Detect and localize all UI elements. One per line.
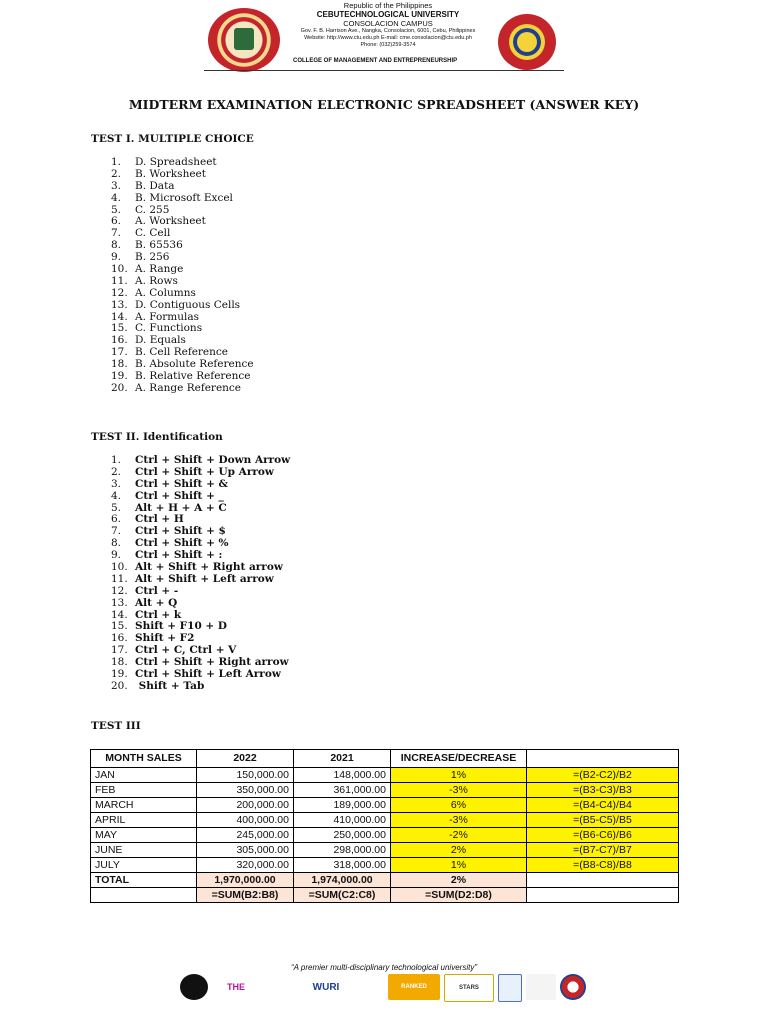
item-answer: Alt + H + A + C	[135, 501, 227, 514]
item-number: 20.	[111, 381, 128, 394]
table-header-row	[91, 750, 679, 768]
formula-cell: =(B4-C4)/B4	[527, 798, 679, 813]
item-answer: D. Spreadsheet	[135, 156, 217, 168]
the-impact-logo	[180, 974, 208, 1000]
sales-2021-cell: 298,000.00	[294, 843, 391, 858]
item-answer: B. Cell Reference	[135, 346, 229, 359]
sales-2021-cell: 189,000.00	[294, 798, 391, 813]
item-answer: Ctrl + Shift + %	[135, 537, 229, 550]
test1-answer-item	[111, 169, 254, 181]
item-answer: C. Cell	[135, 227, 171, 240]
test1-answer-item	[111, 264, 254, 276]
formula-cell: =(B2-C2)/B2	[527, 768, 679, 783]
sum-formula-d: =SUM(D2:D8)	[391, 888, 527, 903]
item-answer: B. 65536	[135, 239, 183, 252]
header-republic: Republic of the Philippines	[343, 1, 433, 10]
col-header-change: INCREASE/DECREASE	[391, 750, 527, 768]
table-row	[91, 843, 679, 858]
item-answer: Alt + Shift + Right arrow	[135, 561, 283, 574]
sales-2022-cell: 400,000.00	[197, 813, 294, 828]
col-header-2021: 2021	[294, 750, 391, 768]
change-cell: 2%	[391, 843, 527, 858]
item-answer: Ctrl + Shift + &	[135, 477, 228, 490]
formula-cell: =(B3-C3)/B3	[527, 783, 679, 798]
footer-quote: “A premier multi-disciplinary technological university”	[291, 963, 477, 972]
month-cell: MAY	[91, 828, 197, 843]
total-empty-cell	[527, 873, 679, 888]
test1-answer-item	[111, 383, 254, 395]
item-answer: A. Formulas	[135, 310, 200, 323]
item-number: 13.	[111, 596, 128, 609]
management-system-logo	[526, 974, 556, 1000]
item-number: 9.	[111, 549, 122, 562]
item-answer: B. 256	[135, 251, 170, 264]
header-website: Website: http://www.ctu.edu.ph E-mail: cme.consolacion@ctu.edu.ph	[304, 35, 472, 41]
ctu-circle-logo	[560, 974, 586, 1000]
item-answer: C. Functions	[135, 322, 203, 335]
item-answer: Ctrl + C, Ctrl + V	[135, 644, 237, 657]
item-number: 17.	[111, 644, 128, 657]
change-cell: -3%	[391, 813, 527, 828]
item-answer: B. Relative Reference	[135, 370, 251, 383]
sales-2022-cell: 305,000.00	[197, 843, 294, 858]
item-answer: Alt + Shift + Left arrow	[135, 572, 274, 585]
item-number: 2.	[111, 465, 122, 478]
formula-cell: =(B7-C7)/B7	[527, 843, 679, 858]
item-number: 15.	[111, 620, 128, 633]
header-campus: CONSOLACION CAMPUS	[343, 19, 433, 28]
sum-formula-c: =SUM(C2:C8)	[294, 888, 391, 903]
header-divider	[204, 70, 564, 71]
test2-heading: TEST II. Identification	[91, 431, 223, 443]
test3-heading: TEST III	[91, 720, 141, 732]
item-answer: Ctrl + Shift + $	[135, 525, 226, 538]
sum-formula-row	[91, 888, 679, 903]
table-row	[91, 798, 679, 813]
header-college: COLLEGE OF MANAGEMENT AND ENTREPRENEURSHIP	[293, 58, 458, 64]
total-2021: 1,974,000.00	[294, 873, 391, 888]
item-answer: Ctrl + -	[135, 584, 179, 597]
col-header-2022: 2022	[197, 750, 294, 768]
change-cell: 1%	[391, 858, 527, 873]
item-answer: Ctrl + Shift + Left Arrow	[135, 668, 281, 681]
item-number: 8.	[111, 239, 122, 252]
total-row	[91, 873, 679, 888]
item-answer: A. Range Reference	[135, 381, 242, 394]
item-number: 12.	[111, 286, 128, 299]
stars-logo: STARS	[444, 974, 494, 1002]
formula-cell: =(B6-C6)/B6	[527, 828, 679, 843]
col-header-month: MONTH SALES	[91, 750, 197, 768]
item-answer: B. Absolute Reference	[135, 358, 254, 371]
change-cell: -3%	[391, 783, 527, 798]
ranked-logo: RANKED	[388, 974, 440, 1000]
sum-formula-b: =SUM(B2:B8)	[197, 888, 294, 903]
header-university: CEBUTECHNOLOGICAL UNIVERSITY	[316, 10, 460, 19]
item-answer: A. Worksheet	[135, 215, 206, 228]
item-answer: Ctrl + Shift + Right arrow	[135, 656, 289, 669]
item-number: 10.	[111, 561, 128, 574]
header-address: Gov. F. B. Harrison Ave., Nangka, Consolacion, 6001, Cebu, Philippines	[300, 28, 476, 34]
item-number: 15.	[111, 322, 128, 335]
item-answer: Ctrl + Shift + Down Arrow	[135, 454, 291, 466]
item-answer: A. Rows	[135, 274, 178, 287]
item-answer: B. Data	[135, 179, 175, 192]
item-number: 11.	[111, 572, 128, 585]
university-seal	[208, 8, 280, 72]
sum-empty-cell	[91, 888, 197, 903]
month-cell: APRIL	[91, 813, 197, 828]
sales-2022-cell: 350,000.00	[197, 783, 294, 798]
item-number: 11.	[111, 274, 128, 287]
sales-2021-cell: 250,000.00	[294, 828, 391, 843]
change-cell: -2%	[391, 828, 527, 843]
month-cell: JUNE	[91, 843, 197, 858]
item-number: 13.	[111, 298, 128, 311]
item-number: 16.	[111, 334, 128, 347]
month-cell: FEB	[91, 783, 197, 798]
item-number: 19.	[111, 370, 128, 383]
month-cell: JULY	[91, 858, 197, 873]
item-number: 14.	[111, 608, 128, 621]
item-answer: B. Worksheet	[135, 167, 206, 180]
item-number: 14.	[111, 310, 128, 323]
item-number: 5.	[111, 501, 122, 514]
item-number: 4.	[111, 489, 122, 502]
month-cell: MARCH	[91, 798, 197, 813]
item-answer: D. Contiguous Cells	[135, 298, 241, 311]
item-number: 7.	[111, 227, 122, 240]
change-cell: 6%	[391, 798, 527, 813]
item-number: 12.	[111, 584, 128, 597]
total-2022: 1,970,000.00	[197, 873, 294, 888]
table-row	[91, 783, 679, 798]
seal-emblem	[234, 28, 254, 50]
tuv-logo	[498, 974, 522, 1002]
item-number: 19.	[111, 668, 128, 681]
item-number: 18.	[111, 656, 128, 669]
item-number: 2.	[111, 167, 122, 180]
table-row	[91, 858, 679, 873]
total-change: 2%	[391, 873, 527, 888]
item-answer: Shift + F2	[135, 632, 195, 645]
item-number: 16.	[111, 632, 128, 645]
change-cell: 1%	[391, 768, 527, 783]
table-row	[91, 828, 679, 843]
item-number: 17.	[111, 346, 128, 359]
item-number: 1.	[111, 156, 122, 168]
col-header-formula	[527, 750, 679, 768]
item-answer: D. Equals	[135, 334, 186, 347]
table-row	[91, 813, 679, 828]
item-answer: Ctrl + Shift + Up Arrow	[135, 465, 274, 478]
item-number: 7.	[111, 525, 122, 538]
item-number: 6.	[111, 215, 122, 228]
item-answer: C. 255	[135, 203, 170, 216]
item-number: 9.	[111, 251, 122, 264]
sales-2022-cell: 150,000.00	[197, 768, 294, 783]
item-number: 18.	[111, 358, 128, 371]
item-answer: Ctrl + Shift + _	[135, 489, 224, 502]
page-title: MIDTERM EXAMINATION ELECTRONIC SPREADSHEET (ANSWER KEY)	[128, 97, 640, 112]
item-answer: Shift + F10 + D	[135, 620, 227, 633]
sales-table	[90, 749, 679, 903]
item-number: 6.	[111, 513, 122, 526]
the-logo: THE	[210, 974, 262, 1000]
item-answer: A. Range	[135, 263, 184, 276]
table-row	[91, 768, 679, 783]
test2-answer-item	[111, 681, 290, 693]
month-cell: JAN	[91, 768, 197, 783]
sales-2022-cell: 245,000.00	[197, 828, 294, 843]
item-answer: Ctrl + Shift + :	[135, 549, 223, 562]
wuri-logo: WURI	[312, 981, 340, 993]
item-number: 3.	[111, 477, 122, 490]
sales-2022-cell: 320,000.00	[197, 858, 294, 873]
item-number: 8.	[111, 537, 122, 550]
sum-empty-cell	[527, 888, 679, 903]
sales-2021-cell: 318,000.00	[294, 858, 391, 873]
item-number: 20.	[111, 679, 128, 692]
seal-emblem	[517, 32, 537, 52]
sales-2022-cell: 200,000.00	[197, 798, 294, 813]
item-answer: Shift + Tab	[135, 679, 205, 692]
test1-heading: TEST I. MULTIPLE CHOICE	[91, 133, 254, 145]
item-number: 10.	[111, 263, 128, 276]
total-label: TOTAL	[91, 873, 197, 888]
test1-answer-item	[111, 216, 254, 228]
sales-2021-cell: 410,000.00	[294, 813, 391, 828]
test1-answer-item	[111, 240, 254, 252]
item-number: 5.	[111, 203, 122, 216]
campus-seal	[498, 14, 556, 70]
header-phone: Phone: (032)259-3574	[360, 42, 416, 48]
item-number: 3.	[111, 179, 122, 192]
sales-2021-cell: 148,000.00	[294, 768, 391, 783]
item-answer: Ctrl + k	[135, 608, 182, 621]
item-answer: Ctrl + H	[135, 513, 184, 526]
test1-answer-item	[111, 193, 254, 205]
formula-cell: =(B8-C8)/B8	[527, 858, 679, 873]
test2-answer-list	[111, 455, 290, 693]
item-answer: A. Columns	[135, 286, 196, 299]
item-answer: Alt + Q	[135, 596, 178, 609]
test1-answer-list	[111, 157, 254, 395]
formula-cell: =(B5-C5)/B5	[527, 813, 679, 828]
sales-2021-cell: 361,000.00	[294, 783, 391, 798]
item-number: 1.	[111, 454, 122, 466]
item-answer: B. Microsoft Excel	[135, 191, 233, 204]
item-number: 4.	[111, 191, 122, 204]
